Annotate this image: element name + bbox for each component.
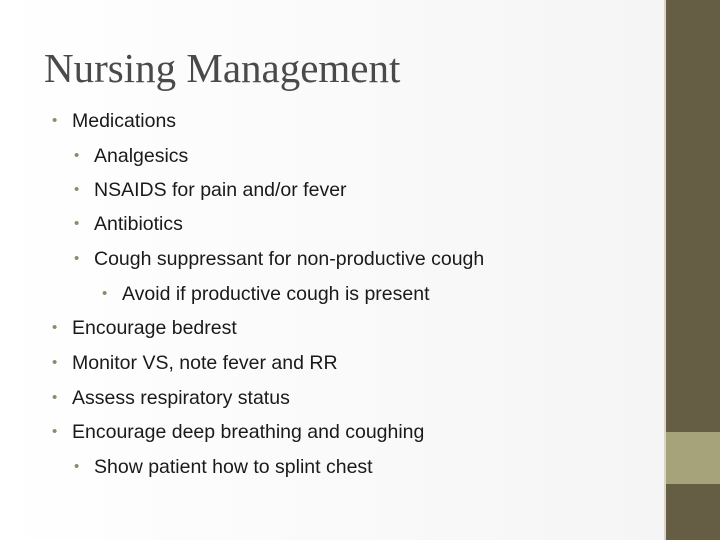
bullet-marker: •	[74, 250, 80, 267]
bullet-marker: •	[74, 215, 80, 232]
bullet-marker: •	[74, 181, 80, 198]
bullet-marker: •	[52, 423, 58, 440]
bullet-antibiotics: Antibiotics	[94, 213, 183, 235]
bullet-nsaids: NSAIDS for pain and/or fever	[94, 179, 347, 201]
bullet-encourage-bedrest: Encourage bedrest	[72, 317, 237, 339]
bullet-avoid-productive-cough: Avoid if productive cough is present	[122, 283, 430, 305]
bullet-marker: •	[52, 319, 58, 336]
bullet-assess-respiratory: Assess respiratory status	[72, 387, 290, 409]
bullet-splint-chest: Show patient how to splint chest	[94, 456, 373, 478]
bullet-medications: Medications	[72, 110, 177, 132]
slide-title: Nursing Management	[44, 45, 401, 91]
bullet-marker: •	[52, 389, 58, 406]
bullet-marker: •	[102, 285, 108, 302]
bullet-marker: •	[52, 354, 58, 371]
bullet-analgesics: Analgesics	[94, 145, 189, 167]
bullet-deep-breathing: Encourage deep breathing and coughing	[72, 421, 425, 443]
bullet-marker: •	[74, 147, 80, 164]
bullet-marker: •	[74, 458, 80, 475]
sidebar-accent-block	[666, 432, 720, 484]
bullet-marker: •	[52, 112, 58, 129]
bullet-cough-suppressant: Cough suppressant for non-productive cough	[94, 248, 485, 270]
bullet-monitor-vs: Monitor VS, note fever and RR	[72, 352, 338, 374]
